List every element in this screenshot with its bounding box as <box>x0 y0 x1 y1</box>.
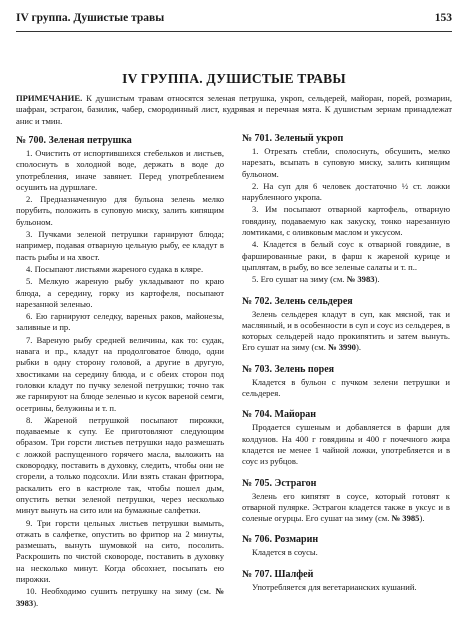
recipe-701-reference: № 3983 <box>346 274 375 285</box>
recipe-700-step-2: 2. Предназначенную для бульона зелень мелко порубить, положить в суповую миску, залить кипящим бульоном. <box>16 194 224 227</box>
recipe-701-step-2: 2. На суп для 6 человек достаточно ½ ст. ложки нарубленного укропа. <box>242 180 450 203</box>
recipe-706-text: Кладется в соусы. <box>252 547 318 558</box>
recipe-705-title: № 705. Эстрагон <box>242 477 317 489</box>
recipe-700-step-10-end: ). <box>33 597 39 608</box>
recipe-704-title: № 704. Майоран <box>242 409 317 421</box>
spacer <box>242 560 450 569</box>
recipe-701-title: № 701. Зеленый укроп <box>242 133 344 144</box>
recipe-702-text <box>242 309 450 354</box>
recipe-702-text-end: ). <box>355 342 361 353</box>
recipe-700-step-4: 4. Посыпают листьями жареного судака в кляре. <box>26 263 204 274</box>
recipe-702 <box>242 296 450 354</box>
recipe-707-title: № 707. Шалфей <box>242 568 314 580</box>
recipe-700-step-5: 5. Мелкую жареную рыбу укладывают по краю блюда, а середину, горку из картофеля, посыпают нарезанной зеленью. <box>16 276 224 309</box>
recipe-703-title: № 703. Зелень порея <box>242 363 335 375</box>
header-rule <box>16 31 452 32</box>
recipe-700-step-8: 8. Жареной петрушкой посыпают пирожки, подаваемые к супу. Ее приготовляют следующим образом. Три горсти листьев петрушки надо размешать с ложкой распущенного горячего масла, выложить на сковородку, поставить в духовку, следить, чтобы они не сгорели, а только подсохли. Или взять стакан фритюра, раскалить его в кастрюле так, чтобы пошел дым, опустить ветки зеленой петрушки, через несколько минут вынуть на сито или на бумажные салфетки. <box>16 414 224 516</box>
recipe-707-text: Употребляется для вегетарианских кушаний. <box>252 581 417 592</box>
recipe-703-body <box>242 377 450 400</box>
recipe-705-reference: № 3985 <box>391 513 420 524</box>
recipe-704-text: Продается сушеным и добавляется в фарши для колдунов. На 400 г говядины и 400 г почечного жира кладется не менее 1 чайной ложки, употребляется и в соус из рубцов. <box>242 422 450 467</box>
page-header <box>16 12 452 30</box>
recipe-706 <box>242 534 450 558</box>
recipe-701-step-3: 3. Им посыпают отварной картофель, отварную говядину, подаваемую как закуску, тонко нарезанную ломтиками, с оливковым маслом и уксусом. <box>242 204 450 238</box>
spacer <box>242 525 450 534</box>
section-title: IV ГРУППА. ДУШИСТЫЕ ТРАВЫ <box>122 71 346 86</box>
recipe-700-step-10 <box>16 586 224 609</box>
recipe-700-step-7: 7. Вареную рыбу средней величины, как то: судак, навага и пр., кладут на продолговатое блюдо, одни рыбки в одну сторону головой, а другие в другую, хвостиками на середину блюда, и с обеих сторон под головки кладут по пучку зеленой петрушки; точно так же гарнируют на блюде зеленью и кусок вареной семги, осетрины, белужины и т. п. <box>16 334 224 413</box>
recipe-705-text-end: ). <box>419 513 425 524</box>
recipe-706-body <box>242 547 450 558</box>
recipe-701-step-5-end: ). <box>374 274 380 285</box>
recipe-702-title: № 702. Зелень сельдерея <box>242 295 353 307</box>
recipe-700-step-9: 9. Три горсти цельных листьев петрушки вымыть, отжать в салфетке, опустить во фритюр на 2 минуты, размешать, вынуть шумовкой на сито, посолить. Раскрошить по чистой сковороде, поставить в духовку на несколько минут. Когда обсохнет, посыпать ею пирожки. <box>16 517 224 584</box>
note-text: К душистым травам относятся зеленая петрушка, укроп, сельдерей, майоран, порей, розмарин, шафран, эстрагон, базилик, чабер, смородинный лист, кудрявая и перечная мята. К душистым зернам принадлежат анис и тмин. <box>16 93 452 126</box>
recipe-705-text-body: Зелень его кипятят в соусе, который готовят к отварной пулярке. Эстрагон кладется также в уксус и в соленые огурцы. Его сушат на зиму (см. <box>242 490 450 524</box>
recipe-702-body <box>242 309 450 354</box>
spacer <box>242 400 450 409</box>
spacer <box>242 287 450 296</box>
recipe-705-text <box>242 491 450 525</box>
right-column <box>242 133 450 594</box>
recipe-701-step-5 <box>242 274 450 285</box>
recipe-701 <box>242 133 450 286</box>
recipe-700-step-1: 1. Очистить от испортившихся стебельков и листьев, сполоснуть в холодной воде, держать в воде до употребления, иначе завянет. Перед употреблением осушить на дуршлаге. <box>16 148 224 192</box>
page-number: 153 <box>434 12 452 24</box>
recipe-703-text: Кладется в бульон с пучком зелени петрушки и сельдерея. <box>242 376 450 399</box>
recipe-701-step-4: 4. Кладется в белый соус к отварной говядине, в фаршированные раки, в фарш к жареной курице и цыплятам, в рыбу, во все зеленые салаты и т. п.. <box>242 239 450 272</box>
recipe-700-step-3: 3. Пучками зеленой петрушки гарнируют блюда; например, подавая отварную цельную рыбу, ее кладут в пасть рыбы и на хвост. <box>16 229 224 262</box>
recipe-702-text-body: Зелень сельдерея кладут в суп, как мясной, так и маслянный, и в особенности в суп и соус из сельдерея, в которых сельдерей надо прокипятить и затем вынуть. Его сушат на зиму (см. <box>242 308 450 353</box>
recipe-707 <box>242 569 450 593</box>
recipe-705-body <box>242 491 450 525</box>
recipe-700 <box>16 135 224 609</box>
recipe-705 <box>242 478 450 525</box>
recipe-700-body <box>16 148 224 609</box>
recipe-702-reference: № 3990 <box>327 342 356 353</box>
note-label: ПРИМЕЧАНИЕ. <box>16 93 83 103</box>
recipe-701-body <box>242 146 450 286</box>
recipe-707-body <box>242 582 450 593</box>
recipe-700-step-6: 6. Ею гарнируют селедку, вареных раков, майонезы, заливные и пр. <box>16 311 224 333</box>
recipe-701-step-5-text: 5. Его сушат на зиму (см. <box>252 274 347 285</box>
spacer <box>242 355 450 364</box>
recipe-704 <box>242 409 450 467</box>
left-column <box>16 133 224 610</box>
recipe-700-reference: № 3983 <box>16 586 224 608</box>
recipe-706-title: № 706. Розмарин <box>242 534 319 546</box>
spacer <box>242 469 450 478</box>
recipe-704-body <box>242 422 450 467</box>
recipe-703 <box>242 364 450 400</box>
recipe-701-step-1: 1. Отрезать стебли, сполоснуть, обсушить, мелко нарезать, всыпать в суповую миску, залить кипящим бульоном. <box>242 146 450 179</box>
recipe-700-step-10-text: 10. Необходимо сушить петрушку на зиму (см. <box>26 586 216 597</box>
running-head: IV группа. Душистые травы <box>16 12 165 24</box>
recipe-700-title: № 700. Зеленая петрушка <box>16 135 132 146</box>
section-note <box>16 93 452 127</box>
